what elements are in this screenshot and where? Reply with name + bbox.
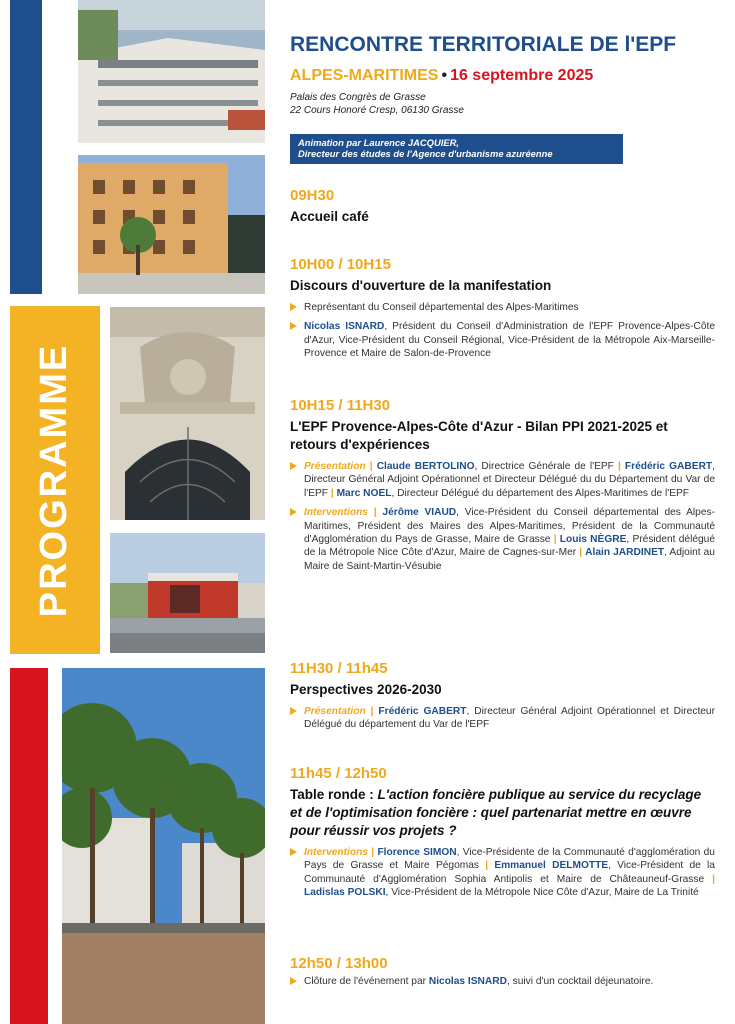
slot-title: L'EPF Provence-Alpes-Côte d'Azur - Bilan PPI 2021-2025 et retours d'expériences xyxy=(290,419,668,452)
bullet-triangle-icon xyxy=(290,462,297,470)
programme-vertical-label: PROGRAMME xyxy=(33,343,76,617)
venue-name: Palais des Congrès de Grasse xyxy=(290,92,426,103)
red-stripe xyxy=(10,668,48,1024)
slot-time: 09H30 xyxy=(290,187,335,204)
host-banner xyxy=(290,134,623,164)
slot-title: Perspectives 2026-2030 xyxy=(290,682,442,697)
speaker-item: Présentation | Claude BERTOLINO, Directrice Générale de l'EPF | Frédéric GABERT, Directeur Général Adjoint Opérationnel et Directeur Délégué du du Département du Var de l'EPF | Marc NOEL, Directeur Délégué du département des Alpes-Maritimes de l'EPF xyxy=(290,460,715,500)
page-title: RENCONTRE TERRITORIALE DE l'EPF xyxy=(290,33,677,56)
bullet-triangle-icon xyxy=(290,508,297,516)
photo-tree-lined-plaza xyxy=(62,668,265,1024)
host-role: Directeur des études de l'Agence d'urbanisme azuréenne xyxy=(298,148,553,159)
slot-title: Accueil café xyxy=(290,209,369,224)
venue-address: 22 Cours Honoré Cresp, 06130 Grasse xyxy=(290,105,464,116)
photo-apartment-building xyxy=(78,0,265,143)
bullet-triangle-icon xyxy=(290,977,297,985)
slot-perspectives xyxy=(290,660,715,732)
slot-title: Table ronde : L'action foncière publique au service du recyclage et de l'optimisation foncière : quel partenariat mettre en œuvre pour réussir vos projets ? xyxy=(290,787,702,838)
blue-stripe xyxy=(10,0,42,294)
slot-time: 11h45 / 12h50 xyxy=(290,765,387,782)
speaker-item: Clôture de l'événement par Nicolas ISNARD, suivi d'un cocktail déjeunatoire. xyxy=(290,975,715,988)
speaker-item: Nicolas ISNARD, Président du Conseil d'Administration de l'EPF Provence-Alpes-Côte d'Azur, Vice-Président du Conseil Régional, Vice-Président de la Métropole Aix-Marseille-Provence et Maire de Salon-de-Provence xyxy=(290,320,715,360)
slot-welcome xyxy=(290,187,715,226)
photo-modern-building xyxy=(110,533,265,653)
speaker-item: Représentant du Conseil départemental des Alpes-Maritimes xyxy=(290,301,715,314)
event-date: 16 septembre 2025 xyxy=(450,67,594,84)
slot-time: 10H15 / 11H30 xyxy=(290,397,391,414)
speaker-item: Interventions | Jérôme VIAUD, Vice-Président du Conseil départemental des Alpes-Maritimes, Président des Maires des Alpes-Maritimes, Président de la Communauté d'Agglomération du Pays de Grasse, Maire de Grasse | Louis NÈGRE, Président délégué de la Métropole Nice Côte d'Azur, Maire de Cagnes-sur-Mer | Alain JARDINET, Adjoint au Maire de Saint-Martin-Vésubie xyxy=(290,506,715,573)
host-line: Animation par Laurence JACQUIER, xyxy=(298,137,459,148)
slot-assessment xyxy=(290,397,715,573)
photo-ornate-doorway xyxy=(110,307,265,520)
event-subtitle xyxy=(290,67,593,85)
slot-opening xyxy=(290,256,715,361)
slot-time: 12h50 / 13h00 xyxy=(290,955,388,972)
event-place: ALPES-MARITIMES xyxy=(290,67,439,84)
photo-ochre-residence xyxy=(78,155,265,294)
event-venue xyxy=(290,91,464,117)
slot-closing xyxy=(290,955,715,988)
bullet-triangle-icon xyxy=(290,848,297,856)
subtitle-separator: • xyxy=(441,67,448,84)
slot-time: 11H30 / 11h45 xyxy=(290,660,388,677)
bullet-triangle-icon xyxy=(290,322,297,330)
slot-round-table xyxy=(290,765,715,900)
bullet-triangle-icon xyxy=(290,303,297,311)
speaker-item: Présentation | Frédéric GABERT, Directeur Général Adjoint Opérationnel et Directeur Délégué du département du Var de l'EPF xyxy=(290,705,715,732)
slot-time: 10H00 / 10H15 xyxy=(290,256,391,273)
bullet-triangle-icon xyxy=(290,707,297,715)
slot-title: Discours d'ouverture de la manifestation xyxy=(290,278,552,293)
speaker-item: Interventions | Florence SIMON, Vice-Présidente de la Communauté d'agglomération du Pays de Grasse et Maire Pégomas | Emmanuel DELMOTTE, Vice-Président de la Communauté d'Agglomération Sophia Antipolis et Maire de Châteauneuf-Grasse | Ladislas POLSKI, Vice-Président de la Métropole Nice Côte d'Azur, Maire de La Trinité xyxy=(290,846,715,900)
